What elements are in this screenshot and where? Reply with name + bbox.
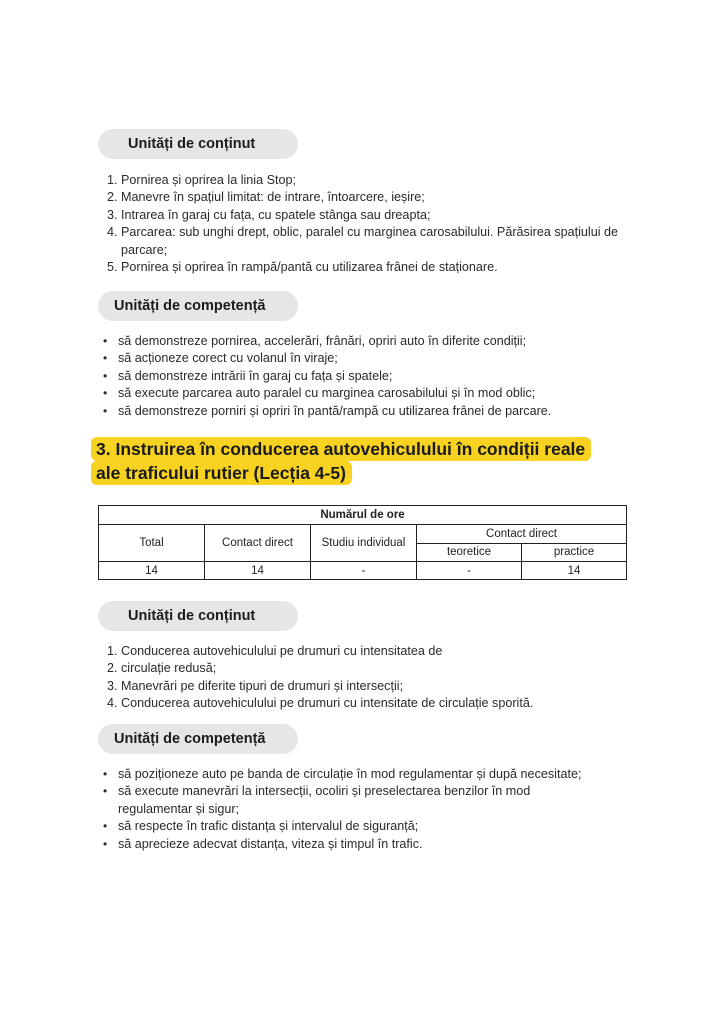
- heading-line-1: 3. Instruirea în conducerea autovehiculului în condiții reale: [91, 437, 591, 461]
- table-header-theory: teoretice: [417, 543, 522, 562]
- table-cell-practice: 14: [522, 562, 627, 580]
- content-units-list: [107, 172, 627, 276]
- list-item: 2. circulație redusă;: [107, 661, 217, 676]
- list-item: 2. Manevre în spațiul limitat: de intrare, întoarcere, ieșire;: [107, 190, 425, 205]
- table-cell-contact: 14: [205, 562, 311, 580]
- heading-line-2: ale traficului rutier (Lecția 4-5): [91, 461, 352, 485]
- content-units-heading-2: Unități de conținut: [98, 601, 298, 631]
- hours-table: [98, 505, 627, 580]
- list-item: 4. Conducerea autovehiculului pe drumuri cu intensitate de circulație sporită.: [107, 696, 534, 711]
- content-units-heading: Unități de conținut: [98, 129, 298, 159]
- list-item: • să demonstreze intrării în garaj cu fața și spatele;: [103, 368, 393, 383]
- competence-units-heading-2: Unități de competență: [98, 724, 298, 754]
- list-item: • să demonstreze porniri și opriri în pantă/rampă cu utilizarea frânei de parcare.: [103, 403, 552, 418]
- table-header-practice: practice: [522, 543, 627, 562]
- list-item: • să demonstreze pornirea, accelerări, frânări, opriri auto în diferite condiții;: [103, 334, 527, 348]
- competence-units-list: [101, 333, 631, 420]
- list-item: 1. Conducerea autovehiculului pe drumuri cu intensitatea de: [107, 644, 443, 658]
- content-units-list-2: [107, 643, 627, 713]
- section-heading: [91, 437, 591, 485]
- table-cell-study: -: [311, 562, 417, 580]
- competence-units-heading: Unități de competență: [98, 291, 298, 321]
- list-item: • să acționeze corect cu volanul în viraje;: [103, 351, 338, 366]
- table-header-contact: Contact direct: [205, 525, 311, 562]
- list-item: • să poziționeze auto pe banda de circulație în mod regulamentar și după necesitate;: [103, 767, 582, 781]
- list-item: 5. Pornirea și oprirea în rampă/pantă cu utilizarea frânei de staționare.: [107, 260, 498, 275]
- table-header-total: Total: [99, 525, 205, 562]
- table-cell-theory: -: [417, 562, 522, 580]
- list-item: • să execute manevrări la intersecții, ocoliri și preselectarea benzilor în mod regulamentar și sigur;: [103, 784, 531, 816]
- table-cell-total: 14: [99, 562, 205, 580]
- list-item: 4. Parcarea: sub unghi drept, oblic, paralel cu marginea carosabilului. Părăsirea spațiului de parcare;: [107, 225, 619, 257]
- list-item: 1. Pornirea și oprirea la linia Stop;: [107, 173, 297, 187]
- table-header-study: Studiu individual: [311, 525, 417, 562]
- list-item: 3. Intrarea în garaj cu fața, cu spatele stânga sau dreapta;: [107, 207, 431, 222]
- list-item: • să execute parcarea auto paralel cu marginea carosabilului și în mod oblic;: [103, 386, 536, 401]
- competence-units-list-2: [101, 766, 606, 853]
- list-item: • să respecte în trafic distanța și intervalul de siguranță;: [103, 819, 419, 834]
- table-row: [99, 562, 627, 580]
- table-header-contact-group: Contact direct: [417, 525, 627, 544]
- list-item: • să aprecieze adecvat distanța, viteza și timpul în trafic.: [103, 836, 423, 851]
- table-title: Numărul de ore: [99, 506, 627, 525]
- list-item: 3. Manevrări pe diferite tipuri de drumuri și intersecții;: [107, 678, 404, 693]
